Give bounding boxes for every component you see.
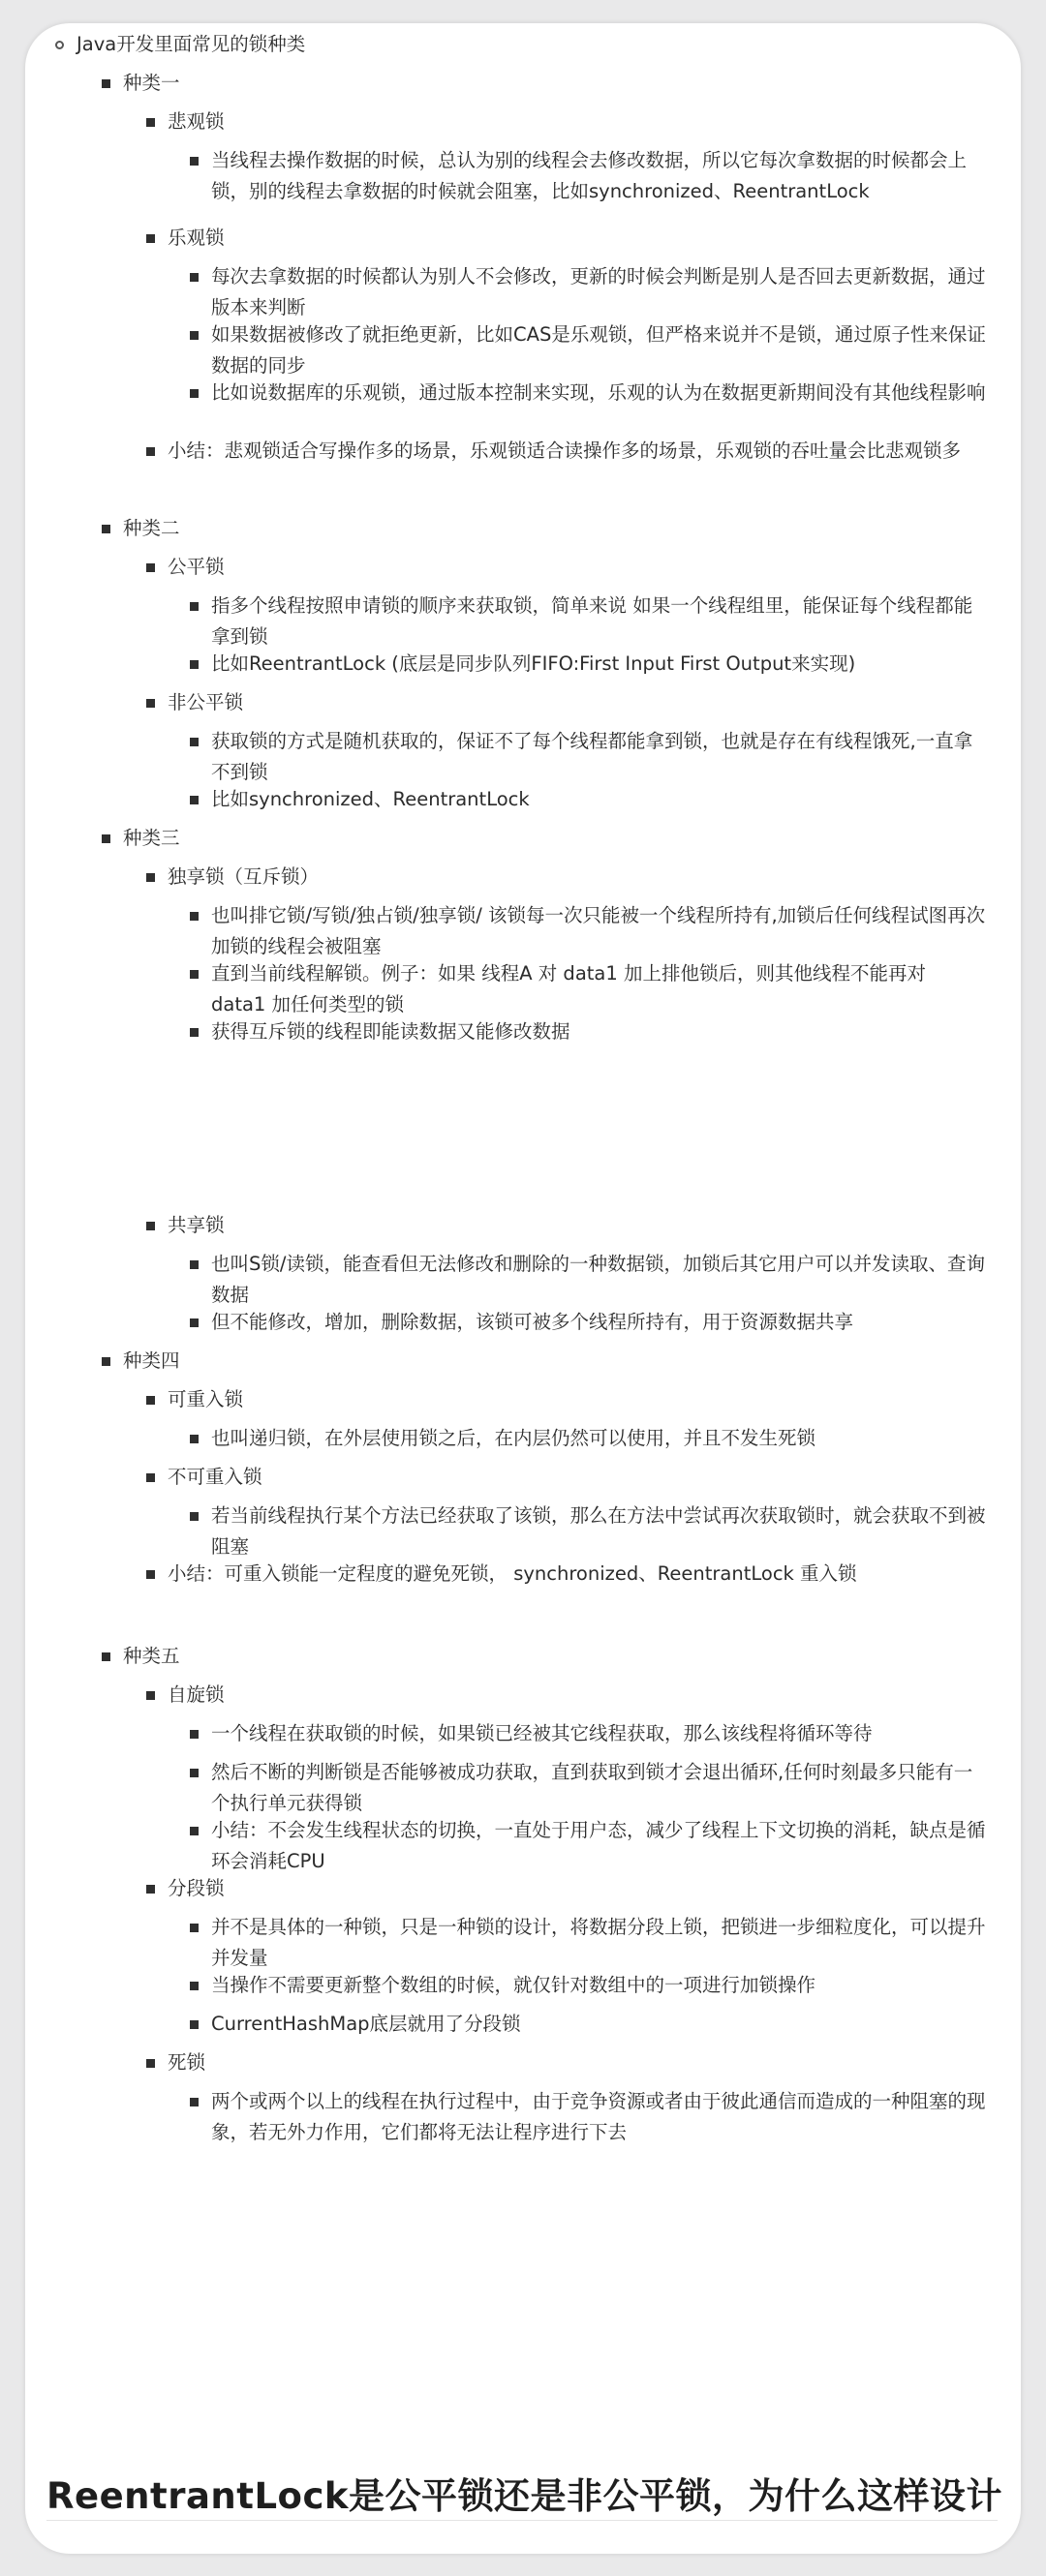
list-item: 获取锁的方式是随机获取的，保证不了每个线程都能拿到锁，也就是存在有线程饿死,一直拿不到锁	[211, 730, 973, 783]
lock-type-label: 乐观锁	[168, 227, 225, 249]
square-bullet-icon	[146, 1570, 155, 1579]
outline-card	[25, 23, 1021, 2554]
list-item: 但不能修改，增加，删除数据，该锁可被多个线程所持有，用于资源数据共享	[211, 1311, 854, 1333]
square-bullet-icon	[190, 1028, 199, 1037]
lock-type-label: 死锁	[168, 2051, 206, 2074]
list-item: 并不是具体的一种锁，只是一种锁的设计，将数据分段上锁，把锁进一步细粒度化，可以提升并发量	[211, 1916, 986, 1969]
summary-item: 小结：可重入锁能一定程度的避免死锁， synchronized、ReentrantLock 重入锁	[168, 1562, 857, 1585]
square-bullet-icon	[190, 1924, 199, 1932]
list-item: 比如说数据库的乐观锁，通过版本控制来实现，乐观的认为在数据更新期间没有其他线程影响	[211, 381, 986, 404]
square-bullet-icon	[190, 1982, 199, 1990]
square-bullet-icon	[146, 2059, 155, 2068]
square-bullet-icon	[190, 1435, 199, 1443]
square-bullet-icon	[146, 1396, 155, 1405]
square-bullet-icon	[146, 1885, 155, 1894]
square-bullet-icon	[102, 834, 110, 843]
summary-item: 小结：悲观锁适合写操作多的场景，乐观锁适合读操作多的场景，乐观锁的吞吐量会比悲观锁多	[168, 439, 962, 462]
section-heading: ReentrantLock是公平锁还是非公平锁，为什么这样设计	[46, 2475, 1002, 2517]
square-bullet-icon	[146, 1473, 155, 1482]
list-item: 当操作不需要更新整个数组的时候，就仅针对数组中的一项进行加锁操作	[211, 1974, 816, 1996]
lock-type-label: 分段锁	[168, 1877, 225, 1899]
category-label: 种类三	[123, 827, 180, 849]
square-bullet-icon	[190, 2098, 199, 2106]
hollow-circle-bullet-icon	[55, 41, 64, 49]
lock-type-label: 自旋锁	[168, 1683, 225, 1706]
list-item: 若当前线程执行某个方法已经获取了该锁，那么在方法中尝试再次获取锁时，就会获取不到被阻塞	[211, 1504, 986, 1558]
list-item: 指多个线程按照申请锁的顺序来获取锁，简单来说 如果一个线程组里，能保证每个线程都能拿到锁	[211, 594, 973, 648]
square-bullet-icon	[190, 1318, 199, 1327]
square-bullet-icon	[146, 118, 155, 127]
list-item: 每次去拿数据的时候都认为别人不会修改，更新的时候会判断是别人是否回去更新数据，通过版本来判断	[211, 265, 986, 318]
square-bullet-icon	[190, 273, 199, 282]
heading-divider	[46, 2520, 998, 2521]
list-item: 然后不断的判断锁是否能够被成功获取，直到获取到锁才会退出循环,任何时刻最多只能有一个执行单元获得锁	[211, 1761, 973, 1814]
category-label: 种类五	[123, 1645, 180, 1667]
list-item: 当线程去操作数据的时候，总认为别的线程会去修改数据，所以它每次拿数据的时候都会上锁，别的线程去拿数据的时候就会阻塞，比如synchronized、ReentrantLock	[211, 149, 968, 202]
square-bullet-icon	[190, 389, 199, 398]
square-bullet-icon	[146, 563, 155, 572]
square-bullet-icon	[190, 1730, 199, 1739]
list-item: 小结：不会发生线程状态的切换，一直处于用户态，减少了线程上下文切换的消耗，缺点是循环会消耗CPU	[211, 1819, 986, 1872]
square-bullet-icon	[190, 602, 199, 611]
square-bullet-icon	[190, 970, 199, 979]
square-bullet-icon	[190, 331, 199, 340]
square-bullet-icon	[146, 1691, 155, 1700]
list-item: 也叫S锁/读锁，能查看但无法修改和删除的一种数据锁，加锁后其它用户可以并发读取、查询数据	[211, 1253, 985, 1306]
lock-type-label: 非公平锁	[168, 691, 244, 713]
square-bullet-icon	[102, 79, 110, 88]
square-bullet-icon	[190, 738, 199, 746]
lock-type-label: 可重入锁	[168, 1388, 244, 1410]
square-bullet-icon	[190, 1512, 199, 1521]
square-bullet-icon	[190, 660, 199, 669]
square-bullet-icon	[190, 2020, 199, 2029]
lock-type-label: 公平锁	[168, 556, 225, 578]
square-bullet-icon	[146, 1222, 155, 1230]
lock-type-label: 不可重入锁	[168, 1466, 262, 1488]
square-bullet-icon	[146, 234, 155, 243]
square-bullet-icon	[190, 157, 199, 166]
list-item: 比如synchronized、ReentrantLock	[211, 788, 530, 810]
root-label: Java开发里面常见的锁种类	[77, 33, 306, 55]
list-item: 如果数据被修改了就拒绝更新，比如CAS是乐观锁，但严格来说并不是锁，通过原子性来保证数据的同步	[211, 323, 986, 377]
list-item: CurrentHashMap底层就用了分段锁	[211, 2013, 521, 2035]
list-item: 获得互斥锁的线程即能读数据又能修改数据	[211, 1020, 570, 1043]
list-item: 两个或两个以上的线程在执行过程中，由于竞争资源或者由于彼此通信而造成的一种阻塞的现象，若无外力作用，它们都将无法让程序进行下去	[211, 2090, 986, 2143]
lock-type-label: 悲观锁	[168, 110, 225, 133]
lock-type-label: 共享锁	[168, 1214, 225, 1236]
square-bullet-icon	[102, 525, 110, 533]
list-item: 也叫递归锁，在外层使用锁之后，在内层仍然可以使用，并且不发生死锁	[211, 1427, 816, 1449]
list-item: 一个线程在获取锁的时候，如果锁已经被其它线程获取，那么该线程将循环等待	[211, 1722, 873, 1744]
square-bullet-icon	[146, 447, 155, 456]
list-item: 比如ReentrantLock (底层是同步队列FIFO:First Input First Output来实现)	[211, 652, 856, 675]
list-item: 直到当前线程解锁。例子：如果 线程A 对 data1 加上排他锁后，则其他线程不能再对 data1 加任何类型的锁	[211, 962, 926, 1015]
category-label: 种类四	[123, 1349, 180, 1372]
square-bullet-icon	[102, 1652, 110, 1661]
square-bullet-icon	[190, 1769, 199, 1777]
square-bullet-icon	[146, 873, 155, 882]
category-label: 种类一	[123, 72, 180, 94]
category-label: 种类二	[123, 517, 180, 539]
lock-type-label: 独享锁（互斥锁）	[168, 865, 320, 888]
square-bullet-icon	[190, 1827, 199, 1835]
square-bullet-icon	[102, 1357, 110, 1366]
square-bullet-icon	[146, 699, 155, 708]
list-item: 也叫排它锁/写锁/独占锁/独享锁/ 该锁每一次只能被一个线程所持有,加锁后任何线程试图再次加锁的线程会被阻塞	[211, 904, 986, 957]
square-bullet-icon	[190, 912, 199, 921]
square-bullet-icon	[190, 796, 199, 804]
square-bullet-icon	[190, 1260, 199, 1269]
